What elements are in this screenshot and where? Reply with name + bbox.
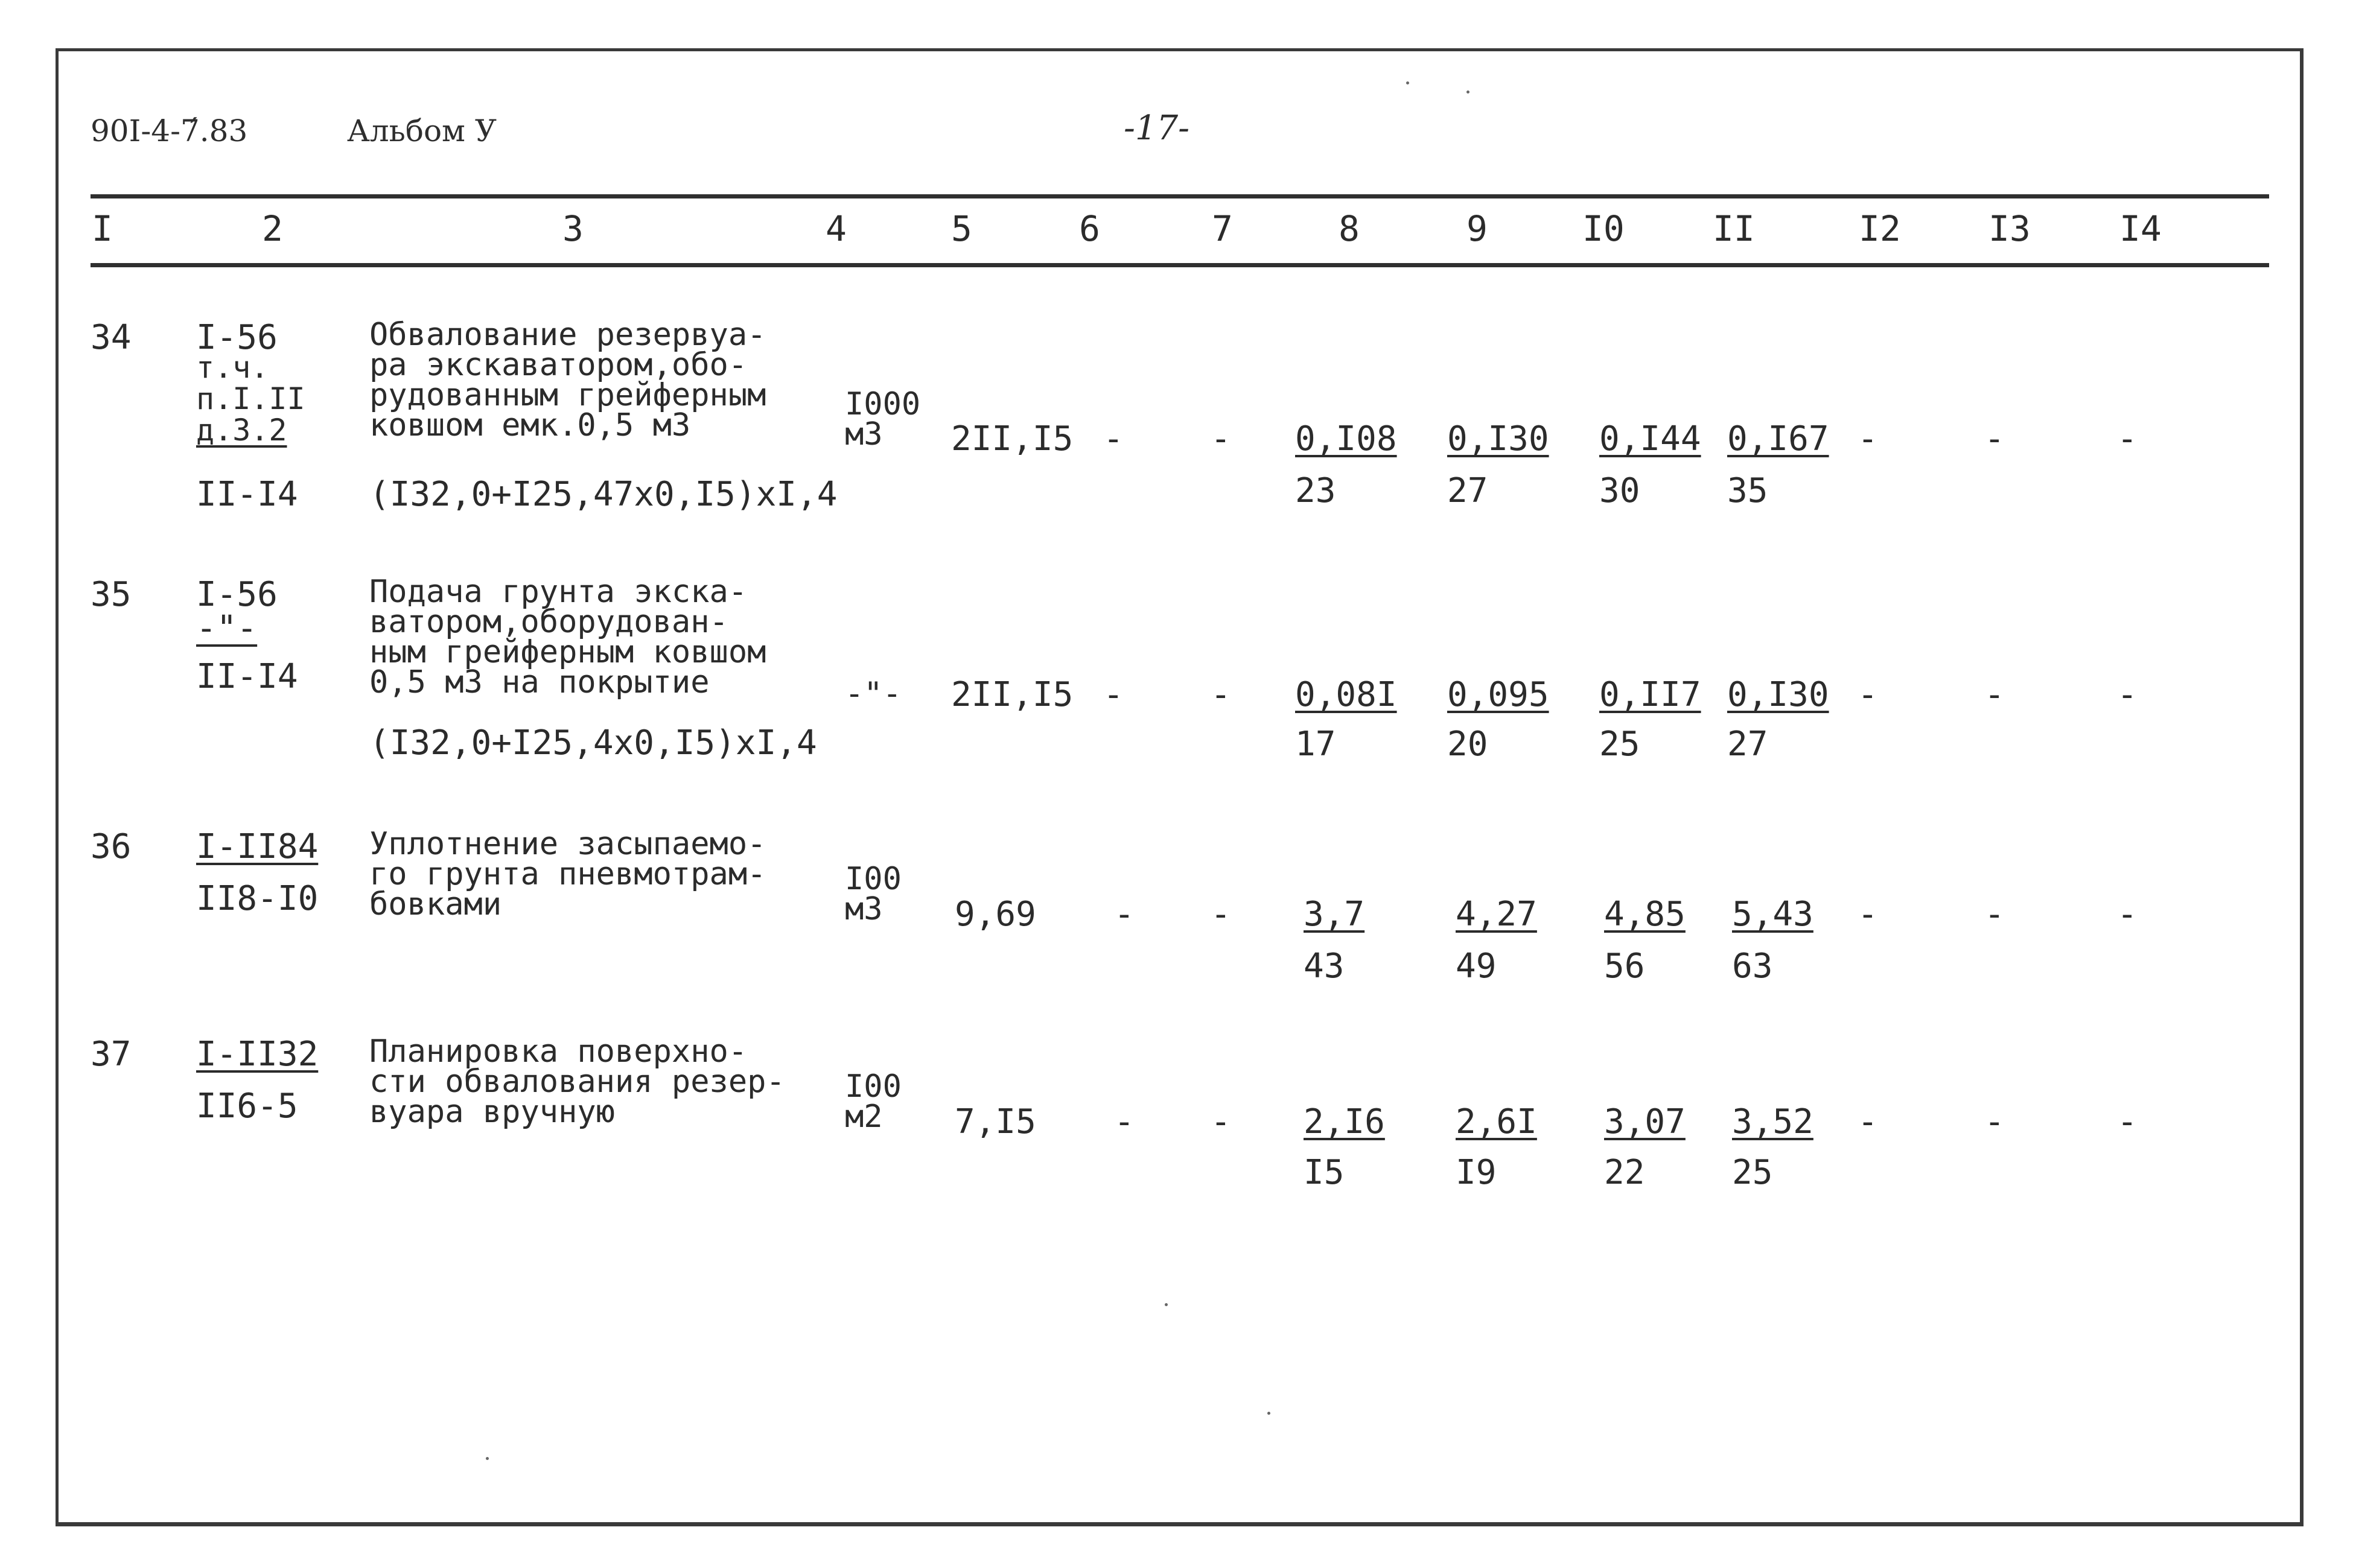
work-description: Обвалование резервуа- ра экскаватором,обо- рудованным грейферным ковшом емк.0,5 м3 [369,317,766,443]
scan-speck [1267,1412,1270,1415]
col-header-3: 3 [562,208,584,249]
cell-col14: - [2117,895,2138,934]
col-header-11: II [1713,208,1755,249]
calc-formula: (I32,0+I25,4x0,I5)xI,4 [369,723,817,763]
unit: I00 м3 [845,861,902,927]
cell-col10-bottom: 25 [1599,725,1640,764]
cell-col12: - [1858,419,1878,459]
row-number: 34 [91,318,132,357]
row-number: 36 [91,827,132,866]
cell-col9-bottom: 27 [1447,471,1488,510]
cell-col14: - [2117,419,2138,459]
scan-speck [1165,1303,1168,1306]
cell-col9-bottom: 20 [1447,725,1488,764]
col-header-12: I2 [1859,208,1901,249]
cell-col11-bottom: 27 [1727,725,1768,764]
cell-col8-top: 2,I6 [1304,1102,1385,1141]
norm-code: II6-5 [196,1087,298,1126]
cell-col8-bottom: 43 [1304,947,1345,986]
col-header-10: I0 [1582,208,1625,249]
col-header-13: I3 [1988,208,2031,249]
col-header-5: 5 [951,208,972,249]
cell-col12: - [1858,675,1878,714]
cell-col11-bottom: 63 [1732,947,1773,986]
cell-col9-top: 0,095 [1447,675,1549,714]
cell-col9-top: 0,I30 [1447,419,1549,459]
col-header-14: I4 [2119,208,2162,249]
cell-col8-bottom: I5 [1304,1153,1345,1192]
cell-col8-bottom: 23 [1295,471,1336,510]
cell-col9-top: 2,6I [1456,1102,1537,1141]
scan-speck [1406,81,1409,84]
album-label: Альбом У [347,113,497,148]
ref-line: I-56 [196,575,278,614]
col-header-2: 2 [262,208,283,249]
col-header-1: I [92,208,113,249]
cell-col14: - [2117,675,2138,714]
unit: -"- [845,676,902,712]
cell-col5: 7,I5 [955,1102,1036,1141]
cell-col6: - [1103,419,1124,459]
cell-col13: - [1984,895,2005,934]
cell-col5: 2II,I5 [951,675,1074,714]
ref-line: т.ч. [196,350,269,385]
cell-col10-top: 0,II7 [1599,675,1701,714]
cell-col5: 9,69 [955,895,1036,934]
ref-line: I-56 [196,318,278,357]
cell-col10-bottom: 30 [1599,471,1640,510]
top-rule [91,194,2269,198]
unit: I00 м2 [845,1068,902,1135]
cell-col10-bottom: 22 [1604,1153,1645,1192]
cell-col9-bottom: 49 [1456,947,1497,986]
scan-speck [1466,90,1469,94]
work-description: Подача грунта экска- ватором,оборудован- ным грейферным ковшом 0,5 м3 на покрытие [369,574,766,700]
cell-col6: - [1114,1102,1135,1141]
work-description: Планировка поверхно- сти обвалования резер- вуара вручную [369,1033,785,1130]
cell-col7: - [1211,1102,1231,1141]
ref-line: п.I.II [196,381,305,416]
cell-col7: - [1211,895,1231,934]
ref-line: I-II84 [196,827,319,866]
cell-col7: - [1211,675,1231,714]
cell-col8-top: 3,7 [1304,895,1365,934]
cell-col10-bottom: 56 [1604,947,1645,986]
cell-col8-top: 0,08I [1295,675,1397,714]
cell-col11-top: 0,I30 [1727,675,1829,714]
page-number: -17- [1124,109,1190,148]
cell-col5: 2II,I5 [951,419,1074,459]
row-number: 37 [91,1035,132,1074]
norm-code: II-I4 [196,657,298,696]
page-frame [56,48,2304,1526]
norm-code: II8-I0 [196,879,319,918]
scan-speck [486,1457,489,1460]
cell-col6: - [1103,675,1124,714]
cell-col10-top: 3,07 [1604,1102,1686,1141]
col-header-4: 4 [826,208,847,249]
row-number: 35 [91,575,132,614]
cell-col11-top: 0,I67 [1727,419,1829,459]
col-header-7: 7 [1212,208,1233,249]
cell-col11-top: 3,52 [1732,1102,1813,1141]
work-description: Уплотнение засыпаемо- го грунта пневмотрам- бовками [369,826,766,922]
col-header-6: 6 [1079,208,1100,249]
unit: I000 м3 [845,386,921,452]
cell-col13: - [1984,675,2005,714]
cell-col13: - [1984,1102,2005,1141]
cell-col8-bottom: 17 [1295,725,1336,764]
cell-col8-top: 0,I08 [1295,419,1397,459]
cell-col11-bottom: 35 [1727,471,1768,510]
calc-formula: (I32,0+I25,47x0,I5)xI,4 [369,475,838,514]
cell-col6: - [1114,895,1135,934]
norm-code: II-I4 [196,475,298,514]
cell-col9-bottom: I9 [1456,1153,1497,1192]
cell-col12: - [1858,1102,1878,1141]
cell-col11-top: 5,43 [1732,895,1813,934]
ref-line: I-II32 [196,1035,319,1074]
cell-col12: - [1858,895,1878,934]
cell-col9-top: 4,27 [1456,895,1537,934]
cell-col14: - [2117,1102,2138,1141]
col-header-8: 8 [1339,208,1360,249]
cell-col10-top: 4,85 [1604,895,1686,934]
doc-code: 90I-4-7́.83 [91,113,248,148]
cell-col11-bottom: 25 [1732,1153,1773,1192]
cell-col13: - [1984,419,2005,459]
header-rule [91,263,2269,267]
ref-line: -"- [196,609,258,648]
ref-line: д.3.2 [196,413,287,448]
col-header-9: 9 [1466,208,1488,249]
cell-col10-top: 0,I44 [1599,419,1701,459]
cell-col7: - [1211,419,1231,459]
